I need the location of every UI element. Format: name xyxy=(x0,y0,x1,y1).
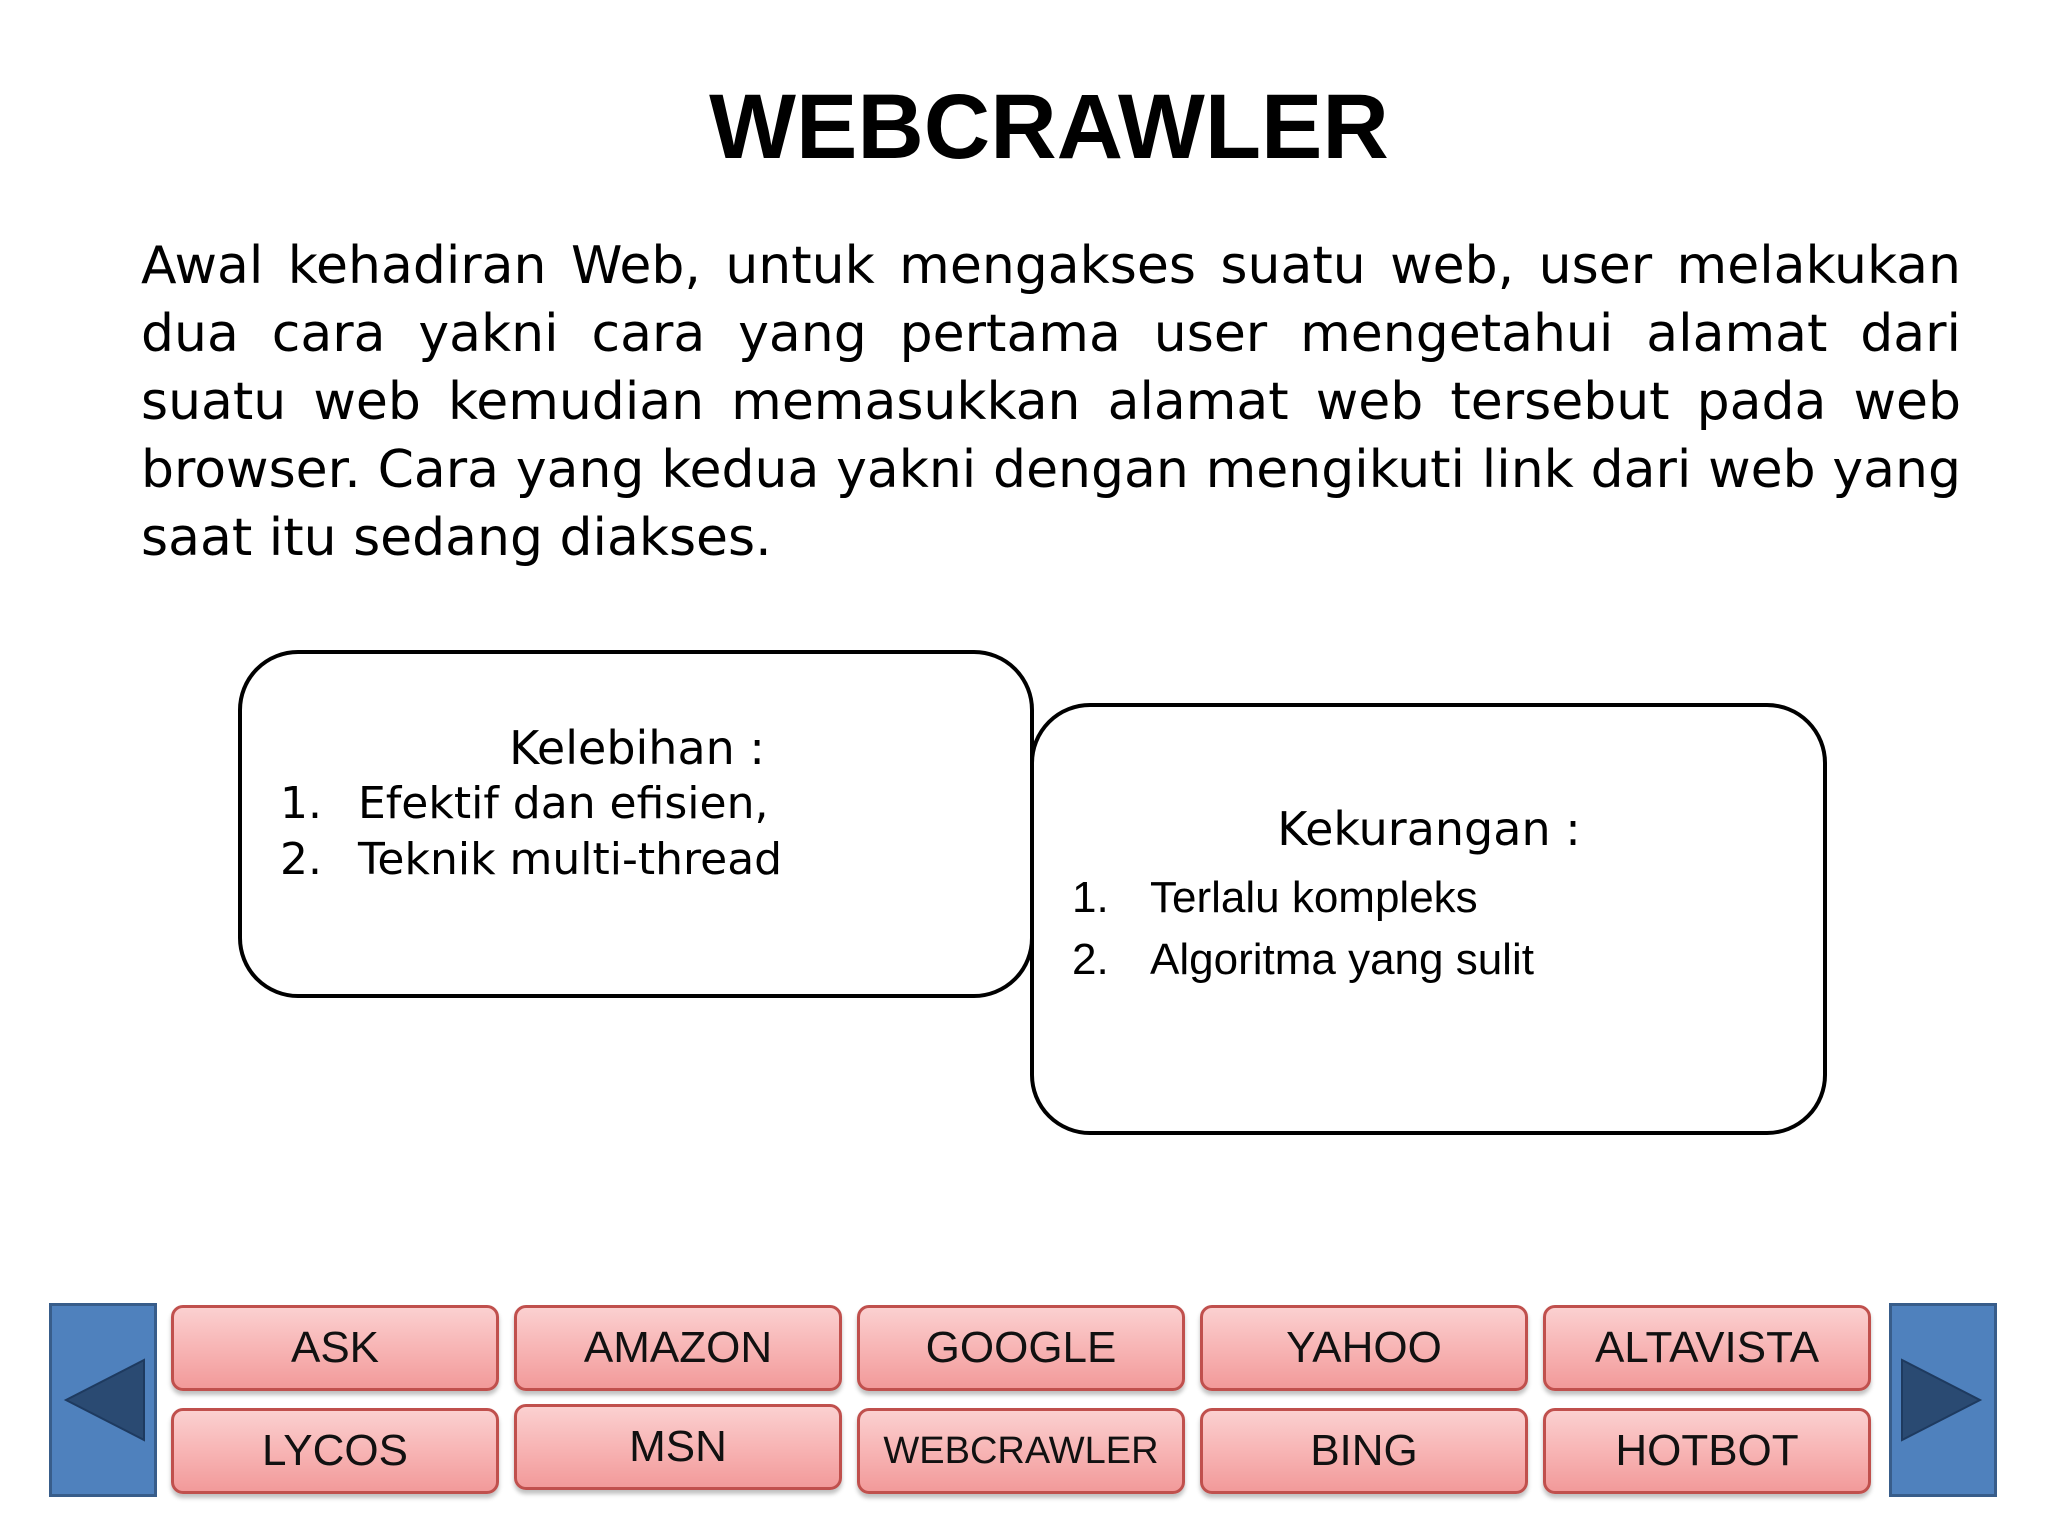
nav-button-google[interactable]: GOOGLE xyxy=(857,1305,1185,1391)
list-text: Terlalu kompleks xyxy=(1150,873,1478,922)
nav-button-yahoo[interactable]: YAHOO xyxy=(1200,1305,1528,1391)
nav-button-webcrawler[interactable]: WEBCRAWLER xyxy=(857,1408,1185,1494)
list-item xyxy=(1072,929,1534,991)
cons-box xyxy=(1030,703,1827,1135)
list-item xyxy=(280,832,782,888)
nav-button-hotbot[interactable]: HOTBOT xyxy=(1543,1408,1871,1494)
list-number: 2. xyxy=(1072,935,1109,984)
cons-list xyxy=(1072,867,1534,991)
nav-button-bing[interactable]: BING xyxy=(1200,1408,1528,1494)
list-text: Efektif dan efisien, xyxy=(358,778,769,829)
next-slide-button[interactable] xyxy=(1889,1303,1997,1497)
list-number: 2. xyxy=(280,834,322,885)
nav-button-amazon[interactable]: AMAZON xyxy=(514,1305,842,1391)
slide-title: WEBCRAWLER xyxy=(709,76,1389,178)
nav-button-altavista[interactable]: ALTAVISTA xyxy=(1543,1305,1871,1391)
nav-button-msn[interactable]: MSN xyxy=(514,1404,842,1490)
pros-list xyxy=(280,776,782,888)
list-item xyxy=(280,776,782,832)
list-text: Algoritma yang sulit xyxy=(1150,935,1534,984)
right-triangle-icon xyxy=(1892,1306,1994,1494)
prev-slide-button[interactable] xyxy=(49,1303,157,1497)
list-item xyxy=(1072,867,1534,929)
intro-paragraph: Awal kehadiran Web, untuk mengakses suatu web, user melakukan dua cara yakni cara yang pertama user mengetahui alamat dari suatu web kemudian memasukkan alamat web tersebut pada web browser. Cara yang kedua yakni dengan mengikuti link dari web yang saat itu sedang diakses. xyxy=(141,236,1961,568)
nav-button-lycos[interactable]: LYCOS xyxy=(171,1408,499,1494)
list-number: 1. xyxy=(1072,873,1109,922)
pros-box xyxy=(238,650,1034,998)
cons-heading: Kekurangan : xyxy=(1277,802,1581,856)
nav-button-ask[interactable]: ASK xyxy=(171,1305,499,1391)
list-text: Teknik multi-thread xyxy=(358,834,783,885)
list-number: 1. xyxy=(280,778,322,829)
pros-heading: Kelebihan : xyxy=(509,721,765,775)
left-triangle-icon xyxy=(52,1306,154,1494)
